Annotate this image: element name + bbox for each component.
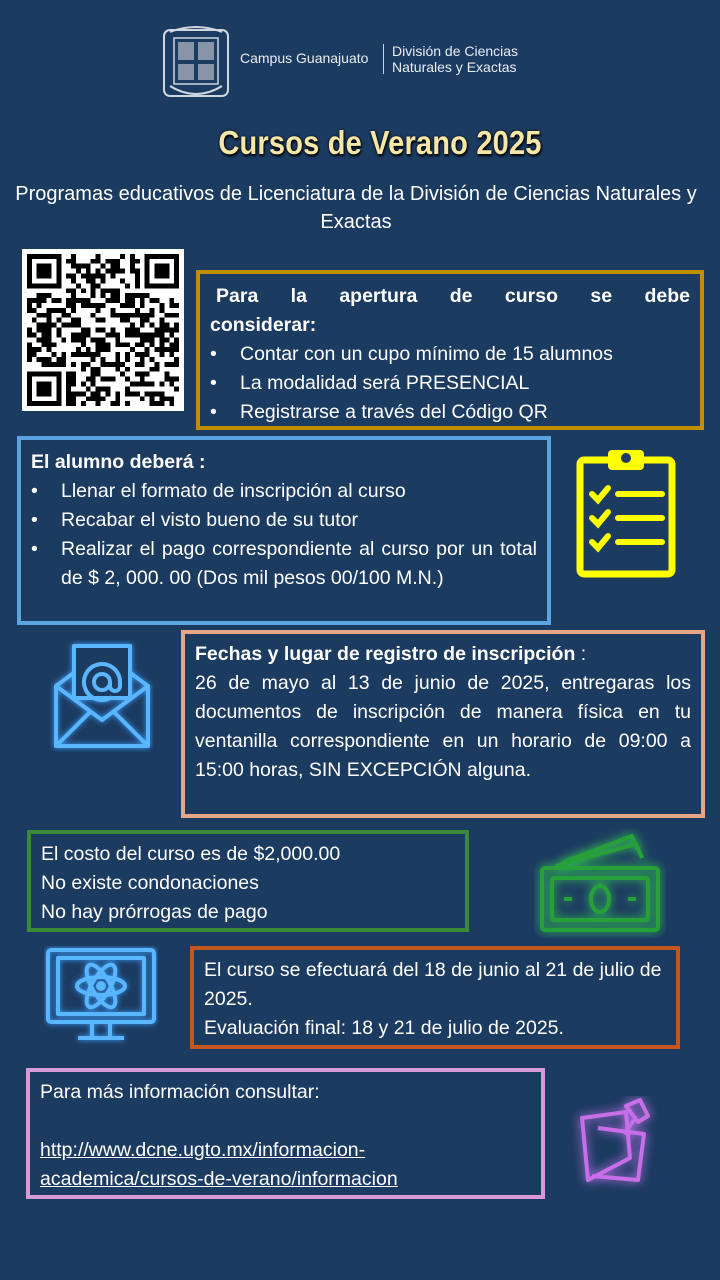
info-link-line-1: http://www.dcne.ugto.mx/informacion-	[40, 1139, 366, 1161]
apertura-requirements-box	[196, 270, 704, 430]
campus-name: Campus Guanajuato	[240, 50, 369, 66]
curso-line-2: Evaluación final: 18 y 21 de julio de 2025.	[204, 1017, 564, 1039]
info-link-line-2: academica/cursos-de-verano/informacion	[40, 1168, 398, 1190]
division-line-2: Naturales y Exactas	[392, 59, 517, 75]
more-info-box	[26, 1068, 545, 1199]
division-line-1: División de Ciencias	[392, 43, 519, 59]
fechas-heading: Fechas y lugar de registro de inscripción	[195, 643, 576, 665]
apertura-heading-line-1: Para la apertura de curso se debe	[216, 285, 690, 307]
page-subtitle: Programas educativos de Licenciatura de la División de Ciencias Naturales y Exactas	[15, 183, 697, 233]
alumno-heading: El alumno deberá :	[31, 451, 206, 473]
clipboard-checklist-icon	[574, 446, 678, 578]
university-seal-logo	[162, 24, 230, 100]
costo-line: El costo del curso es de $2,000.00	[41, 843, 341, 865]
header-divider	[383, 44, 384, 74]
list-item: • Contar con un cupo mínimo de 15 alumnos	[210, 340, 690, 369]
fechas-body: 26 de mayo al 13 de junio de 2025, entregaras los documentos de inscripción de manera física en tu ventanilla correspondiente en un horario de 09:00 a 15:00 horas, SIN EXCEPCIÓN alguna.	[195, 672, 691, 781]
pinned-notes-icon	[568, 1096, 660, 1190]
qr-code[interactable]	[22, 249, 184, 411]
cost-box	[27, 830, 469, 932]
info-spacer	[40, 1107, 531, 1136]
alumno-requirements-box	[17, 436, 551, 625]
page-title: Cursos de Verano 2025	[218, 124, 542, 161]
fechas-heading-row	[195, 640, 691, 669]
apertura-heading-line-2: considerar:	[210, 314, 317, 336]
envelope-at-icon	[50, 640, 154, 752]
atom-monitor-icon	[44, 946, 158, 1044]
list-item: • Realizar el pago correspondiente al curso por un total de $ 2, 000. 00 (Dos mil pesos 00/100 M.N.)	[31, 535, 537, 593]
costo-line: No existe condonaciones	[41, 872, 259, 894]
list-item: • La modalidad será PRESENCIAL	[210, 369, 690, 398]
money-bill-icon	[534, 828, 666, 938]
curso-line-1: El curso se efectuará del 18 de junio al 21 de julio de 2025.	[204, 959, 662, 1010]
alumno-list	[31, 477, 537, 593]
list-item: • Llenar el formato de inscripción al curso	[31, 477, 537, 506]
registration-dates-box	[181, 630, 705, 818]
fechas-colon: :	[575, 643, 587, 665]
course-dates-box	[190, 946, 680, 1049]
list-item: • Registrarse a través del Código QR	[210, 398, 690, 427]
list-item: • Recabar el visto bueno de su tutor	[31, 506, 537, 535]
division-name	[392, 43, 518, 75]
info-link[interactable]	[40, 1139, 398, 1190]
apertura-list	[210, 340, 690, 427]
info-heading: Para más información consultar:	[40, 1081, 320, 1103]
costo-line: No hay prórrogas de pago	[41, 901, 268, 923]
